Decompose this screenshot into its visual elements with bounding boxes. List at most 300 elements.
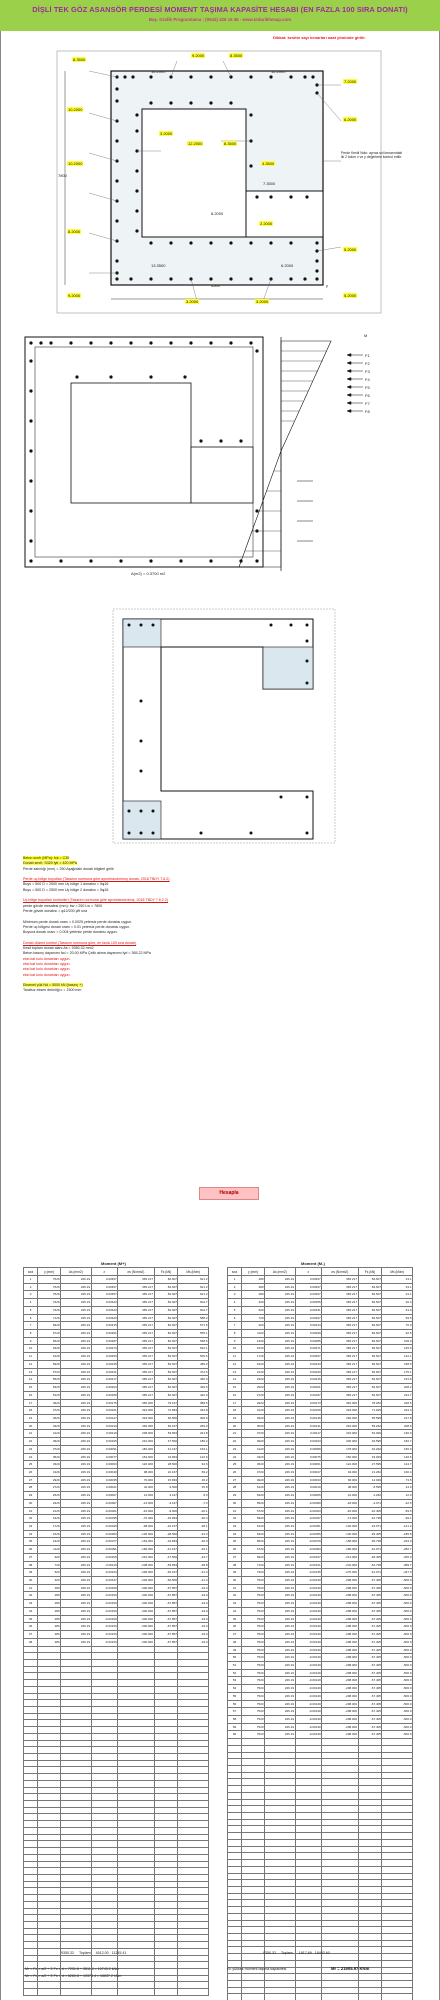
- table-cell: [295, 1933, 322, 1940]
- table-cell: 82.607: [358, 1306, 382, 1314]
- table-cell: [358, 1900, 382, 1907]
- table-cell: 226.19: [61, 1430, 91, 1438]
- table-row: [24, 1935, 209, 1942]
- table-cell: 59.5: [382, 1314, 413, 1322]
- table-cell: [61, 1901, 91, 1908]
- table-cell: 226.19: [61, 1631, 91, 1639]
- table-row: [228, 1530, 413, 1538]
- table-cell: 226.19: [265, 1299, 295, 1307]
- left-total-label: [61, 1951, 126, 1955]
- table-cell: [178, 1848, 209, 1855]
- table-row: [228, 1860, 413, 1867]
- table-cell: 226.19: [61, 1438, 91, 1446]
- table-cell: [242, 1933, 265, 1940]
- plan-tag: 8.3500: [230, 53, 243, 58]
- table-cell: [154, 1760, 178, 1767]
- header-bar: [0, 0, 440, 31]
- table-row: [228, 1981, 413, 1988]
- table-cell: [322, 1873, 358, 1880]
- table-cell: [265, 1792, 295, 1799]
- table-cell: [118, 1700, 154, 1707]
- table-cell: 6: [24, 1314, 38, 1322]
- table-cell: [178, 1969, 209, 1976]
- result-value: Mr = 21905.97 KNm: [331, 1966, 370, 1971]
- table-cell: -0.00149: [295, 1592, 322, 1600]
- table-row: [228, 1715, 413, 1723]
- table-cell: 15: [24, 1384, 38, 1392]
- table-cell: -0.00051: [295, 1523, 322, 1531]
- table-cell: [228, 1766, 242, 1773]
- table-cell: [91, 1814, 118, 1821]
- table-cell: -130.000: [322, 1530, 358, 1538]
- table-cell: [118, 1747, 154, 1754]
- table-cell: [265, 1833, 295, 1840]
- table-cell: [61, 1814, 91, 1821]
- table-cell: 365.217: [322, 1345, 358, 1353]
- table-cell: 6120: [242, 1523, 265, 1531]
- table-cell: 7520: [242, 1669, 265, 1677]
- table-cell: [242, 1907, 265, 1914]
- table-cell: 365.217: [118, 1353, 154, 1361]
- table-cell: 365.217: [118, 1291, 154, 1299]
- input-web-bars[interactable]: Perde gövde donatısı = φ12/200 çift sıra: [23, 908, 88, 913]
- table-cell: -22.5: [382, 1499, 413, 1507]
- table-cell: 294.000: [118, 1414, 154, 1422]
- table-cell: 226.19: [265, 1484, 295, 1492]
- table-row: [228, 1360, 413, 1368]
- table-cell: -67.405: [358, 1669, 382, 1677]
- table-cell: -19.0: [178, 1600, 209, 1608]
- table-cell: -22.167: [154, 1523, 178, 1531]
- table-cell: [242, 1994, 265, 2000]
- table-cell: 2: [228, 1283, 242, 1291]
- table-cell: -0.00007: [91, 1499, 118, 1507]
- table-cell: [91, 1700, 118, 1707]
- table-cell: [61, 1888, 91, 1895]
- table-cell: 439.5: [178, 1384, 209, 1392]
- table-cell: [38, 1861, 61, 1868]
- table-cell: -214.000: [322, 1553, 358, 1561]
- table-cell: 226.19: [61, 1507, 91, 1515]
- table-cell: [228, 1913, 242, 1920]
- table-cell: [382, 1893, 413, 1900]
- table-row: [228, 1499, 413, 1507]
- table-cell: [91, 1915, 118, 1922]
- table-cell: [24, 1673, 38, 1680]
- input-wall-dims[interactable]: perde gövde mesafesi (mm): bw = 250 Lw = 7800: [23, 903, 103, 908]
- table-cell: -506.9: [382, 1677, 413, 1685]
- table-cell: 0.00187: [295, 1391, 322, 1399]
- table-cell: 4320: [38, 1422, 61, 1430]
- input-steel[interactable]: Donatı sınıfı: S420 fyk = 420 MPa: [23, 861, 77, 866]
- table-cell: [322, 1981, 358, 1988]
- table-cell: [38, 1807, 61, 1814]
- table-cell: 920: [242, 1322, 265, 1330]
- input-end-zone-1[interactable]: Boyu = 500 D = 2500 mm Uç bölge 1 donatısı = 5φ16: [23, 882, 109, 887]
- table-cell: 0.00203: [91, 1384, 118, 1392]
- plan-note: Dikkat: kesitin sayı kenarları saat yönünde girilir.: [273, 35, 366, 40]
- table-cell: 280: [38, 1638, 61, 1646]
- table-cell: [38, 1841, 61, 1848]
- table-cell: -0.00119: [91, 1561, 118, 1569]
- table-cell: [61, 1895, 91, 1902]
- table-cell: [61, 1935, 91, 1942]
- table-cell: 320: [242, 1299, 265, 1307]
- table-cell: 11: [228, 1353, 242, 1361]
- table-cell: 365.217: [322, 1299, 358, 1307]
- table-row: [24, 1693, 209, 1700]
- table-cell: 4520: [38, 1414, 61, 1422]
- table-cell: -298.000: [322, 1654, 358, 1662]
- table-cell: -41.167: [154, 1546, 178, 1554]
- table-cell: 40: [228, 1577, 242, 1585]
- table-cell: [38, 1848, 61, 1855]
- table-cell: [358, 1947, 382, 1954]
- table-cell: 82.607: [154, 1384, 178, 1392]
- table-row: [24, 1686, 209, 1693]
- table-cell: -506.9: [382, 1607, 413, 1615]
- table-cell: 300.6: [178, 1414, 209, 1422]
- table-row: [24, 1666, 209, 1673]
- table-cell: 10: [228, 1345, 242, 1353]
- table-cell: [178, 1686, 209, 1693]
- plan-tag: 8.2000: [68, 229, 81, 234]
- table-row: [228, 1974, 413, 1981]
- table-cell: [154, 1955, 178, 1962]
- table-row: [228, 1368, 413, 1376]
- table-cell: 2920: [242, 1399, 265, 1407]
- table-cell: [358, 1987, 382, 1994]
- table-cell: [118, 1928, 154, 1935]
- table-cell: [24, 1915, 38, 1922]
- table-cell: [38, 1767, 61, 1774]
- table-cell: [61, 1780, 91, 1787]
- table-row: [24, 1928, 209, 1935]
- table-cell: [91, 1908, 118, 1915]
- table-row: [24, 1760, 209, 1767]
- table-cell: -300.000: [118, 1584, 154, 1592]
- left-table-title: Moment (M+): [101, 1261, 126, 1266]
- table-cell: [242, 1739, 265, 1746]
- table-cell: [265, 1860, 295, 1867]
- table-cell: [61, 1720, 91, 1727]
- table-cell: [322, 1886, 358, 1893]
- table-cell: 82.607: [358, 1276, 382, 1284]
- table-cell: [154, 1733, 178, 1740]
- table-cell: 2120: [38, 1507, 61, 1515]
- table-row: [24, 1982, 209, 1989]
- table-cell: [154, 1848, 178, 1855]
- table-cell: 7520: [242, 1731, 265, 1739]
- table-row: [228, 1507, 413, 1515]
- table-cell: [38, 1693, 61, 1700]
- table-cell: 8: [24, 1330, 38, 1338]
- table-row: [24, 1814, 209, 1821]
- input-axial-load[interactable]: Eksenel yük Nd = 5000 kN (basınç +): [23, 983, 83, 988]
- table-cell: [24, 1733, 38, 1740]
- table-row: [228, 1692, 413, 1700]
- table-cell: 7520: [242, 1646, 265, 1654]
- table-cell: 365.217: [322, 1360, 358, 1368]
- table-cell: -67.405: [358, 1592, 382, 1600]
- column-header: σs (N/mm2): [322, 1268, 358, 1276]
- table-row: [228, 1792, 413, 1799]
- table-cell: [24, 1659, 38, 1666]
- table-cell: 226.19: [61, 1484, 91, 1492]
- table-cell: 224.7: [382, 1391, 413, 1399]
- table-cell: 2: [24, 1283, 38, 1291]
- table-cell: [91, 1834, 118, 1841]
- table-cell: [228, 1940, 242, 1947]
- table-row: [24, 1314, 209, 1322]
- table-cell: 34: [24, 1530, 38, 1538]
- table-cell: 4920: [38, 1399, 61, 1407]
- table-cell: 0.00301: [91, 1330, 118, 1338]
- table-cell: 365.217: [118, 1276, 154, 1284]
- table-cell: [322, 1987, 358, 1994]
- calculate-button[interactable]: Hesapla: [199, 1187, 259, 1200]
- table-row: [24, 1720, 209, 1727]
- table-cell: [118, 1854, 154, 1861]
- table-cell: [61, 1787, 91, 1794]
- table-cell: [38, 1733, 61, 1740]
- table-cell: 226.19: [265, 1600, 295, 1608]
- table-cell: 59: [228, 1723, 242, 1731]
- table-cell: -506.9: [382, 1623, 413, 1631]
- table-cell: 44: [24, 1607, 38, 1615]
- table-cell: 280: [38, 1607, 61, 1615]
- table-cell: -0.00149: [295, 1654, 322, 1662]
- right-total-caption: Toplam: [281, 1951, 293, 1955]
- table-cell: [178, 1666, 209, 1673]
- table-cell: 365.217: [118, 1306, 154, 1314]
- table-row: [24, 1376, 209, 1384]
- table-cell: [382, 1947, 413, 1954]
- table-cell: 18: [24, 1407, 38, 1415]
- table-cell: [24, 1680, 38, 1687]
- table-cell: 3: [24, 1291, 38, 1299]
- table-cell: -0.00150: [91, 1607, 118, 1615]
- table-cell: 365.217: [118, 1368, 154, 1376]
- table-cell: -506.9: [382, 1631, 413, 1639]
- table-cell: [61, 1982, 91, 1989]
- table-cell: -19.0: [178, 1592, 209, 1600]
- table-cell: [382, 1940, 413, 1947]
- table-cell: 226.19: [61, 1492, 91, 1500]
- table-cell: 0.00343: [91, 1306, 118, 1314]
- table-cell: [91, 1942, 118, 1949]
- table-cell: [91, 1921, 118, 1928]
- table-cell: [91, 1881, 118, 1888]
- table-cell: 226.19: [265, 1553, 295, 1561]
- plan-tag: 7.2000: [344, 79, 357, 84]
- table-cell: [228, 1947, 242, 1954]
- table-cell: 0.00217: [91, 1376, 118, 1384]
- table-cell: 226.19: [61, 1592, 91, 1600]
- table-cell: 226.19: [61, 1561, 91, 1569]
- table-cell: 226.19: [61, 1569, 91, 1577]
- table-cell: 0.00243: [295, 1360, 322, 1368]
- table-cell: 4320: [242, 1453, 265, 1461]
- table-cell: 365.217: [118, 1345, 154, 1353]
- table-cell: -0.00079: [295, 1538, 322, 1546]
- table-cell: -300.000: [118, 1631, 154, 1639]
- table-cell: [38, 1854, 61, 1861]
- table-cell: [265, 1907, 295, 1914]
- table-cell: 226.19: [61, 1523, 91, 1531]
- table-cell: [242, 1766, 265, 1773]
- table-cell: 226.19: [61, 1476, 91, 1484]
- table-cell: -67.405: [358, 1715, 382, 1723]
- table-cell: 226.19: [265, 1515, 295, 1523]
- table-cell: 52: [228, 1669, 242, 1677]
- table-cell: [118, 1673, 154, 1680]
- table-cell: [178, 1881, 209, 1888]
- table-cell: [228, 1745, 242, 1752]
- table-cell: -158.000: [322, 1538, 358, 1546]
- table-cell: 365.217: [118, 1391, 154, 1399]
- table-cell: 82.607: [358, 1368, 382, 1376]
- table-cell: [382, 1759, 413, 1766]
- table-cell: 48: [228, 1638, 242, 1646]
- table-row: [228, 1414, 413, 1422]
- table-cell: [228, 1954, 242, 1961]
- table-cell: [118, 1861, 154, 1868]
- table-cell: 226.19: [265, 1337, 295, 1345]
- table-row: [228, 1994, 413, 2000]
- table-cell: -506.9: [382, 1685, 413, 1693]
- table-cell: [154, 1754, 178, 1761]
- table-cell: 46: [24, 1623, 38, 1631]
- table-cell: 234.000: [322, 1430, 358, 1438]
- table-cell: [154, 1794, 178, 1801]
- table-cell: 1720: [38, 1523, 61, 1531]
- table-cell: [242, 1813, 265, 1820]
- table-row: [24, 1345, 209, 1353]
- table-cell: [242, 1853, 265, 1860]
- table-row: [228, 1430, 413, 1438]
- table-cell: [295, 1739, 322, 1746]
- table-row: [24, 1881, 209, 1888]
- table-cell: [24, 1767, 38, 1774]
- plan-label: 8.2000: [211, 211, 224, 216]
- table-row: [228, 1492, 413, 1500]
- table-cell: 142.1: [382, 1353, 413, 1361]
- table-row: [228, 1772, 413, 1779]
- table-cell: -38.8: [178, 1561, 209, 1569]
- table-row: [24, 1530, 209, 1538]
- table-cell: [24, 1646, 38, 1653]
- table-cell: -298.000: [322, 1692, 358, 1700]
- plan-tag: 3.2000: [160, 131, 173, 136]
- table-cell: [61, 1874, 91, 1881]
- table-cell: -294.000: [118, 1577, 154, 1585]
- table-row: [228, 1677, 413, 1685]
- table-cell: -29.405: [358, 1530, 382, 1538]
- table-cell: 28.500: [154, 1461, 178, 1469]
- table-cell: [154, 1969, 178, 1976]
- table-row: [228, 1839, 413, 1846]
- table-cell: 3120: [242, 1407, 265, 1415]
- table-cell: [154, 1646, 178, 1653]
- table-cell: -28.500: [154, 1530, 178, 1538]
- table-cell: 59.262: [358, 1422, 382, 1430]
- table-cell: -19.0: [178, 1607, 209, 1615]
- table-cell: [61, 1747, 91, 1754]
- table-cell: 1720: [242, 1353, 265, 1361]
- table-cell: [228, 1786, 242, 1793]
- table-row: [228, 1638, 413, 1646]
- table-cell: [38, 1948, 61, 1955]
- input-end-zone-2[interactable]: Boyu = 500 D = 2500 mm Uç bölge 2 donatısı = 5φ16: [23, 887, 109, 892]
- table-cell: -21.3: [178, 1577, 209, 1585]
- table-cell: 226.19: [61, 1306, 91, 1314]
- table-cell: -67.405: [358, 1607, 382, 1615]
- table-cell: 7520: [242, 1592, 265, 1600]
- plan-label: 7.3500: [263, 181, 276, 186]
- table-cell: -19.0: [178, 1584, 209, 1592]
- table-cell: -0.00009: [295, 1499, 322, 1507]
- table-cell: 0.00173: [295, 1399, 322, 1407]
- table-row: [24, 1430, 209, 1438]
- table-cell: 226.19: [265, 1669, 295, 1677]
- table-cell: -67.405: [358, 1700, 382, 1708]
- table-cell: 31: [228, 1507, 242, 1515]
- table-cell: [91, 1821, 118, 1828]
- table-cell: [228, 1987, 242, 1994]
- table-cell: 226.19: [61, 1291, 91, 1299]
- table-cell: [118, 1760, 154, 1767]
- table-cell: [154, 1975, 178, 1982]
- table-cell: 1120: [38, 1546, 61, 1554]
- table-cell: -298.000: [322, 1592, 358, 1600]
- table-cell: [38, 1794, 61, 1801]
- table-cell: 7520: [38, 1283, 61, 1291]
- table-cell: [118, 1686, 154, 1693]
- table-cell: -46.1: [178, 1546, 209, 1554]
- table-cell: 0.00019: [295, 1484, 322, 1492]
- table-cell: -300.000: [118, 1638, 154, 1646]
- table-cell: 0.00285: [295, 1337, 322, 1345]
- table-cell: -67.405: [358, 1685, 382, 1693]
- input-concrete[interactable]: Beton sınıfı (MPa): fck = C30: [23, 856, 70, 860]
- table-cell: -102.000: [322, 1523, 358, 1531]
- input-block: [23, 856, 423, 994]
- table-cell: [24, 1747, 38, 1754]
- table-cell: [154, 1868, 178, 1875]
- table-cell: [265, 1866, 295, 1873]
- table-cell: [295, 1752, 322, 1759]
- table-cell: [322, 1799, 358, 1806]
- table-cell: [38, 1895, 61, 1902]
- table-cell: 57: [228, 1708, 242, 1716]
- table-cell: 226.19: [265, 1615, 295, 1623]
- table-cell: [91, 1794, 118, 1801]
- force-label: F6: [365, 393, 370, 398]
- table-row: [228, 1927, 413, 1934]
- table-cell: [91, 1928, 118, 1935]
- table-cell: [24, 1693, 38, 1700]
- table-cell: [178, 1962, 209, 1969]
- table-cell: -61.071: [358, 1569, 382, 1577]
- table-cell: [118, 1706, 154, 1713]
- table-cell: [358, 1792, 382, 1799]
- table-row: [228, 1739, 413, 1746]
- table-cell: 73.5: [382, 1476, 413, 1484]
- plan-tag: 4.3500: [262, 161, 275, 166]
- input-thickness[interactable]: Perde kalınlığı (mm) = 250 Aşağıdaki donatı bilgileri girilir: [23, 866, 114, 871]
- table-row: [24, 1492, 209, 1500]
